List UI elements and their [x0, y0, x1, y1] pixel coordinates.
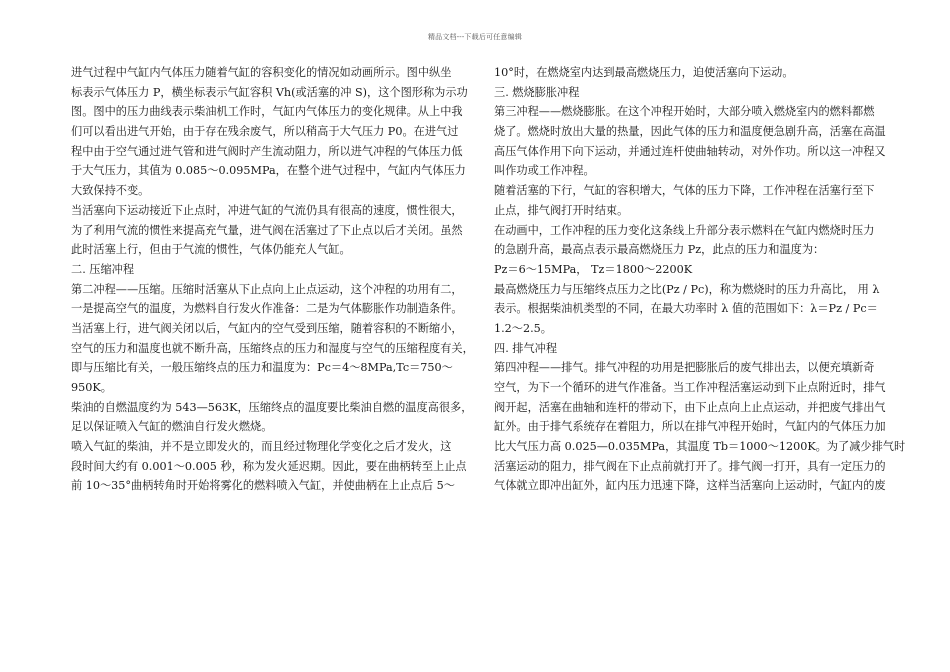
text-line: Pz＝6～15MPa， Tz＝1800～2200K [494, 262, 693, 276]
text-line: 二. 压缩冲程 [71, 262, 135, 276]
text-line: 表示。根据柴油机类型的不同，在最大功率时 λ 值的范围如下：λ＝Pz / Pc＝ [494, 302, 878, 316]
text-line: 第三冲程——燃烧膨胀。在这个冲程开始时，大部分喷入燃烧室内的燃料都燃 [494, 105, 875, 119]
text-line: 10°时，在燃烧室内达到最高燃烧压力，迫使活塞向下运动。 [494, 66, 794, 79]
text-line: 缸外。由于排气系统存在着阻力，所以在排气冲程开始时，气缸内的气体压力加 [494, 420, 886, 434]
text-line: 为了利用气流的惯性来提高充气量，进气阀在活塞过了下止点以后才关闭。虽然 [71, 223, 463, 237]
text-line: 柴油的自燃温度约为 543—563K，压缩终点的温度要比柴油自燃的温度高很多， [71, 400, 473, 414]
text-line: 高压气体作用下向下运动，并通过连杆使曲轴转动，对外作功。所以这一冲程又 [494, 144, 886, 158]
text-line: 止点，排气阀打开时结束。 [494, 203, 629, 217]
right-column [494, 63, 906, 496]
left-column [71, 63, 474, 496]
text-line: 比大气压力高 0.025—0.035MPa，其温度 Tb＝1000～1200K。为了减少排气时 [494, 440, 906, 454]
text-line: 标表示气体压力 P，横坐标表示气缸容积 Vh(或活塞的冲 S)，这个图形称为示功 [71, 85, 468, 99]
text-line: 进气过程中气缸内气体压力随着气缸的容积变化的情况如动画所示。图中纵坐 [71, 66, 452, 79]
text-line: 空气的压力和温度也就不断升高，压缩终点的压力和湿度与空气的压缩程度有关， [71, 341, 474, 355]
text-line: 随着活塞的下行，气缸的容积增大，气体的压力下降，工作冲程在活塞行至下 [494, 184, 875, 198]
text-line: 的急剧升高，最高点表示最高燃烧压力 Pz，此点的压力和温度为： [494, 243, 825, 257]
text-line: 大致保持不变。 [71, 184, 150, 198]
text-line: 一是提高空气的温度，为燃料自行发火作准备：二是为气体膨胀作功制造条件。 [71, 302, 463, 316]
text-line: 足以保证喷入气缸的燃油自行发火燃烧。 [71, 420, 273, 434]
text-line: 气体就立即冲出缸外，缸内压力迅速下降，这样当活塞向上运动时，气缸内的废 [494, 479, 886, 493]
text-line: 当活塞上行，进气阀关闭以后，气缸内的空气受到压缩，随着容积的不断缩小， [71, 321, 463, 335]
text-line: 图。图中的压力曲线表示柴油机工作时，气缸内气体压力的变化规律。从上中我 [71, 105, 463, 119]
text-line: 烧了。燃烧时放出大量的热量，因此气体的压力和温度便急剧升高，活塞在高温 [494, 125, 886, 139]
text-line: 叫作功或工作冲程。 [494, 164, 595, 178]
text-line: 喷入气缸的柴油，并不是立即发火的，而且经过物理化学变化之后才发火，这 [71, 440, 452, 454]
text-line: 活塞运动的阻力，排气阀在下止点前就打开了。排气阀一打开，具有一定压力的 [494, 459, 886, 473]
text-line: 此时活塞上行，但由于气流的惯性，气体仍能充人气缸。 [71, 243, 351, 257]
text-line: 阀开起，活塞在曲轴和连杆的带动下，由下止点向上止点运动，并把废气排出气 [494, 400, 886, 414]
text-line: 段时间大约有 0.001～0.005 秒，称为发火延迟期。因此，要在曲柄转至上止点 [71, 459, 467, 473]
text-line: 第二冲程——压缩。压缩时活塞从下止点向上止点运动，这个冲程的功用有二， [71, 282, 463, 296]
text-line: 于大气压力，其值为 0.085～0.095MPa，在整个进气过程中，气缸内气体压力 [71, 164, 466, 178]
text-line: 四. 排气冲程 [494, 341, 558, 355]
text-line: 最高燃烧压力与压缩终点压力之比(Pz / Pc)，称为燃烧时的压力升高比， 用 λ [494, 282, 880, 296]
text-line: 当活塞向下运动接近下止点时，冲进气缸的气流仍具有很高的速度，惯性很大， [71, 203, 463, 217]
text-line: 第四冲程——排气。排气冲程的功用是把膨胀后的废气排出去，以便充填新奇 [494, 361, 875, 375]
text-line: 三. 燃烧膨胀冲程 [494, 85, 580, 99]
text-line: 前 10～35°曲柄转角时开始将雾化的燃料喷入气缸，并使曲柄在上止点后 5～ [71, 479, 455, 493]
text-line: 1.2～2.5。 [494, 321, 552, 335]
text-line: 程中由于空气通过进气管和进气阀时产生流动阻力，所以进气冲程的气体压力低 [71, 144, 463, 158]
text-line: 在动画中，工作冲程的压力变化这条线上升部分表示燃料在气缸内燃烧时压力 [494, 223, 875, 237]
page-header: 精品文档---下载后可任意编辑 [427, 33, 523, 41]
text-line: 们可以看出进气开始，由于存在残余废气，所以稍高于大气压力 P0。在进气过 [71, 125, 459, 139]
text-line: 空气，为下一个循环的进气作准备。当工作冲程活塞运动到下止点附近时，排气 [494, 381, 886, 394]
text-line: 即与压缩比有关，一般压缩终点的压力和温度为：Pc＝4～8MPa,Tc＝750～ [71, 361, 453, 375]
text-line: 950K。 [71, 381, 112, 394]
